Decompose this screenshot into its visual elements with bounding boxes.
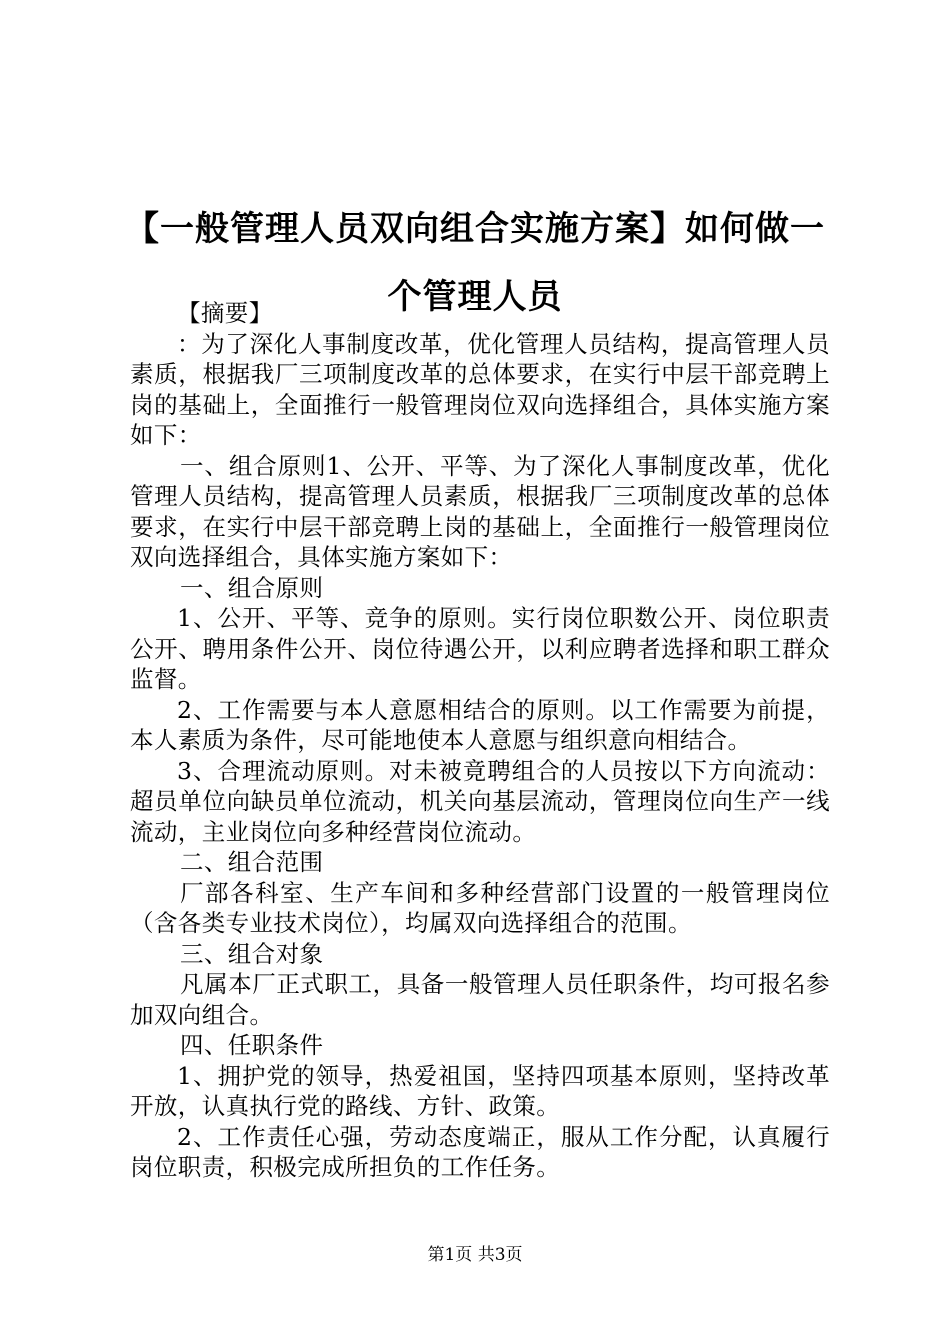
body-paragraph: 2、工作需要与本人意愿相结合的原则。以工作需要为前提，本人素质为条件，尽可能地使本人意愿与组织意向相结合。 — [130, 695, 830, 754]
body-paragraph: 1、公开、平等、竞争的原则。实行岗位职数公开、岗位职责公开、聘用条件公开、岗位待遇公开，以利应聘者选择和职工群众监督。 — [130, 604, 830, 693]
title-line-1: 【一般管理人员双向组合实施方案】如何做一 — [125, 208, 825, 249]
body-paragraph: 厂部各科室、生产车间和多种经营部门设置的一般管理岗位（含各类专业技术岗位），均属双向选择组合的范围。 — [130, 878, 830, 937]
section-heading: 二、组合范围 — [180, 848, 324, 876]
body-paragraph: 凡属本厂正式职工，具备一般管理人员任职条件，均可报名参加双向组合。 — [130, 970, 830, 1029]
section-heading: 四、任职条件 — [180, 1031, 324, 1059]
page-footer: 第1页 共3页 — [427, 1245, 523, 1265]
title-line-2: 个管理人员 — [387, 276, 563, 317]
abstract-heading: 【摘要】 — [177, 299, 273, 327]
body-paragraph: 一、组合原则1、公开、平等、为了深化人事制度改革，优化管理人员结构，提高管理人员素质，根据我厂三项制度改革的总体要求，在实行中层干部竞聘上岗的基础上，全面推行一般管理岗位双向选择组合，具体实施方案如下： — [130, 451, 830, 571]
section-heading: 三、组合对象 — [180, 939, 324, 968]
body-paragraph: 3、合理流动原则。对未被竟聘组合的人员按以下方向流动：超员单位向缺员单位流动，机关向基层流动，管理岗位向生产一线流动，主业岗位向多种经营岗位流动。 — [130, 756, 830, 846]
section-heading: 一、组合原则 — [180, 573, 324, 602]
abstract-paragraph: ：为了深化人事制度改革，优化管理人员结构，提高管理人员素质，根据我厂三项制度改革的总体要求，在实行中层干部竞聘上岗的基础上，全面推行一般管理岗位双向选择组合，具体实施方案如下： — [130, 329, 830, 449]
body-paragraph: 1、拥护党的领导，热爱祖国，坚持四项基本原则，坚持改革开放，认真执行党的路线、方针、政策。 — [130, 1061, 830, 1120]
document-body — [130, 298, 830, 1183]
body-paragraph: 2、工作责任心强，劳动态度端正，服从工作分配，认真履行岗位职责，积极完成所担负的工作任务。 — [130, 1122, 830, 1181]
